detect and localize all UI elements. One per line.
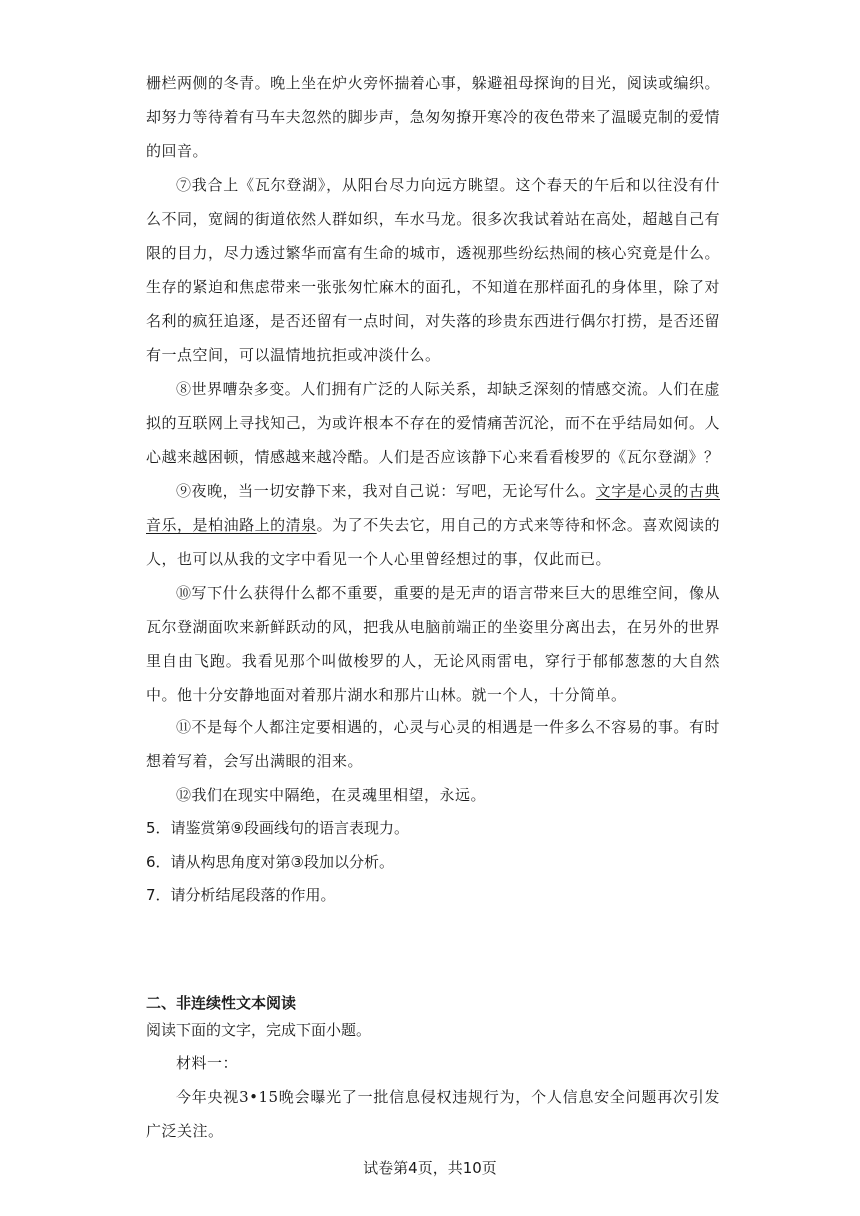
paragraph-9 bbox=[146, 474, 720, 576]
page-footer: 试卷第4页，共10页 bbox=[363, 1159, 497, 1177]
paragraph-11: ⑪不是每个人都注定要相遇的，心灵与心灵的相遇是一件多么不容易的事。有时想着写着，会写出满眼的泪来。 bbox=[146, 718, 720, 770]
section-instruction: 阅读下面的文字，完成下面小题。 bbox=[146, 1021, 372, 1039]
paragraph-7: ⑦我合上《瓦尔登湖》，从阳台尽力向远方眺望。这个春天的午后和以往没有什么不同，宽阔的街道依然人群如织，车水马龙。很多次我试着站在高处，超越自己有限的目力，尽力透过繁华而富有生命的城市，透视那些纷纭热闹的核心究竟是什么。生存的紧迫和焦虑带来一张张匆忙麻木的面孔，不知道在那样面孔的身体里，除了对名利的疯狂追逐，是否还留有一点时间，对失落的珍贵东西进行偶尔打捞，是否还留有一点空间，可以温情地抗拒或冲淡什么。 bbox=[146, 176, 720, 364]
underlined-sentence: 文字是心灵的古典音乐，是柏油路上的清泉 bbox=[146, 482, 720, 534]
paragraph-9-text-b: 。为了不失去它，用自己的方式来等待和怀念。喜欢阅读的人，也可以从我的文字中看见一个人心里曾经想过的事，仅此而已。 bbox=[146, 516, 720, 568]
question-7: 7．请分析结尾段落的作用。 bbox=[146, 886, 336, 904]
paragraph-12: ⑫我们在现实中隔绝，在灵魂里相望，永远。 bbox=[176, 786, 487, 804]
material-label: 材料一： bbox=[176, 1054, 239, 1072]
paragraph-continuation: 栅栏两侧的冬青。晚上坐在炉火旁怀揣着心事，躲避祖母探询的目光，阅读或编织。却努力等待着有马车夫忽然的脚步声，急匆匆撩开寒冷的夜色带来了温暖克制的爱情的回音。 bbox=[146, 74, 720, 160]
paragraph-10: ⑩写下什么获得什么都不重要，重要的是无声的语言带来巨大的思维空间，像从瓦尔登湖面吹来新鲜跃动的风，把我从电脑前端正的坐姿里分离出去，在另外的世界里自由飞跑。我看见那个叫做梭罗的人，无论风雨雷电，穿行于郁郁葱葱的大自然中。他十分安静地面对着那片湖水和那片山林。就一个人，十分简单。 bbox=[146, 584, 720, 704]
paragraph-9-text-a: ⑨夜晚，当一切安静下来，我对自己说：写吧，无论写什么。 bbox=[176, 482, 596, 500]
question-5: 5．请鉴赏第⑨段画线句的语言表现力。 bbox=[146, 819, 409, 837]
paragraph-8: ⑧世界嘈杂多变。人们拥有广泛的人际关系，却缺乏深刻的情感交流。人们在虚拟的互联网上寻找知己，为或许根本不存在的爱情痛苦沉沦，而不在乎结局如何。人心越来越困顿，情感越来越冷酷。人们是否应该静下心来看看梭罗的《瓦尔登湖》？ bbox=[146, 380, 720, 466]
material-text: 今年央视3•15晚会曝光了一批信息侵权违规行为，个人信息安全问题再次引发广泛关注。 bbox=[146, 1088, 720, 1140]
section-heading: 二、非连续性文本阅读 bbox=[146, 994, 297, 1012]
question-6: 6．请从构思角度对第③段加以分析。 bbox=[146, 853, 394, 871]
